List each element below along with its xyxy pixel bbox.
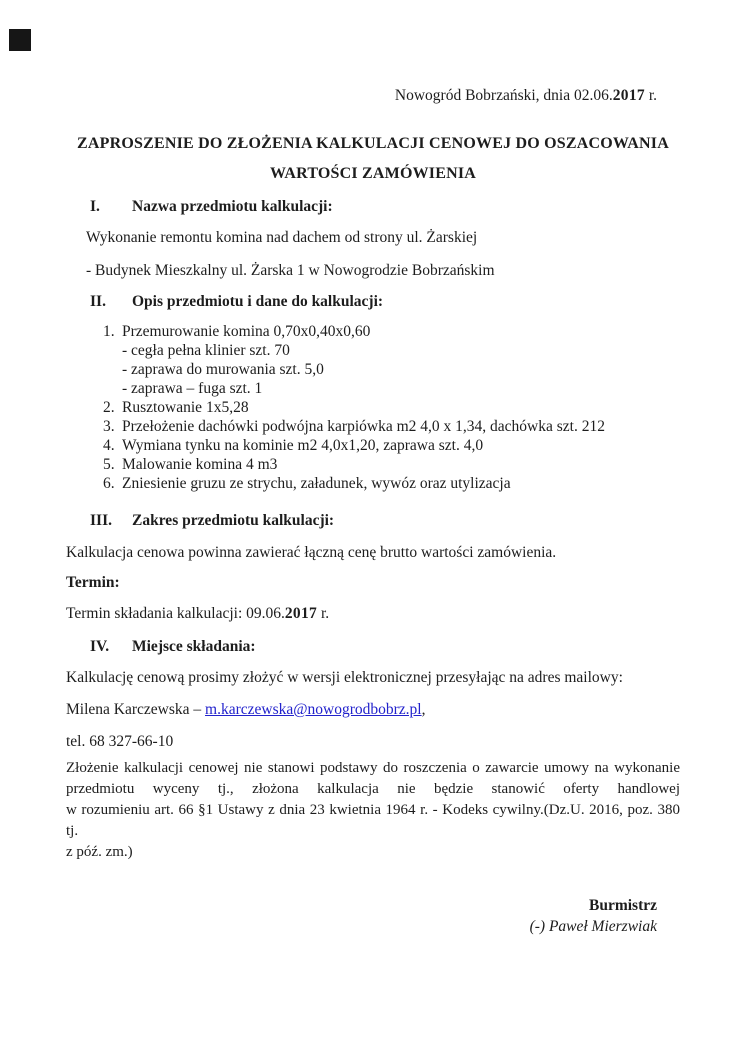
section-3-paragraph: Kalkulacja cenowa powinna zawierać łączną cenę brutto wartości zamówienia. xyxy=(66,544,557,561)
section-4-heading xyxy=(90,637,680,656)
list-item-text: Malowanie komina 4 m3 xyxy=(122,456,278,473)
list-item-text: Rusztowanie 1x5,28 xyxy=(122,399,249,416)
list-item-number: 6. xyxy=(103,475,115,492)
section-2-numeral: II. xyxy=(90,293,106,310)
section-1-heading xyxy=(90,197,680,216)
list-item xyxy=(103,436,680,455)
legal-disclaimer-line: przedmiotu wyceny tj., złożona kalkulacja nie będzie stanowić oferty handlowej xyxy=(66,781,680,797)
section-1-paragraph-2: - Budynek Mieszkalny ul. Żarska 1 w Nowogrodzie Bobrzańskim xyxy=(86,262,495,279)
list-item-text: Wymiana tynku na kominie m2 4,0x1,20, zaprawa szt. 4,0 xyxy=(122,437,484,454)
section-3-numeral: III. xyxy=(90,512,112,529)
termin-prefix: Termin składania kalkulacji: 09.06. xyxy=(66,605,285,622)
list-item xyxy=(103,455,680,474)
document-title-line2: WARTOŚCI ZAMÓWIENIA xyxy=(269,165,477,182)
section-3-heading-label: Zakres przedmiotu kalkulacji: xyxy=(132,512,335,529)
section-1-paragraph-1: Wykonanie remontu komina nad dachem od strony ul. Żarskiej xyxy=(86,229,478,246)
list-item-number: 2. xyxy=(103,399,115,416)
section-4-numeral: IV. xyxy=(90,638,110,655)
section-4-paragraph: Kalkulację cenową prosimy złożyć w wersji elektronicznej przesyłając na adres mailowy: xyxy=(66,669,623,686)
legal-disclaimer-line: z póź. zm.) xyxy=(66,844,133,860)
signature-name: (-) Paweł Mierzwiak xyxy=(529,918,657,935)
legal-disclaimer-line: w rozumieniu art. 66 §1 Ustawy z dnia 23 kwietnia 1964 r. - Kodeks cywilny.(Dz.U. 2016, poz. 380 tj. xyxy=(66,802,680,839)
legal-disclaimer-line: Złożenie kalkulacji cenowej nie stanowi podstawy do roszczenia o zawarcie umowy na wykonanie xyxy=(66,760,680,776)
legal-disclaimer xyxy=(66,758,680,863)
date-suffix: r. xyxy=(644,87,657,104)
list-item-text: Przemurowanie komina 0,70x0,40x0,60 xyxy=(122,323,371,340)
section-1-numeral: I. xyxy=(90,198,100,215)
termin-suffix: r. xyxy=(317,605,330,622)
section-4-heading-label: Miejsce składania: xyxy=(132,638,256,655)
list-subitem: - zaprawa – fuga szt. 1 xyxy=(122,380,263,397)
signature-role: Burmistrz xyxy=(588,897,657,914)
list-item-number: 1. xyxy=(103,323,115,340)
signature-block xyxy=(66,895,680,937)
list-item xyxy=(103,417,680,436)
termin-label: Termin: xyxy=(66,574,120,591)
contact-suffix: , xyxy=(421,701,426,718)
document-title-line1: ZAPROSZENIE DO ZŁOŻENIA KALKULACJI CENOWEJ DO OSZACOWANIA xyxy=(77,135,669,152)
section-2-heading xyxy=(90,292,680,311)
date-year: 2017 xyxy=(612,87,645,104)
phone-line: tel. 68 327-66-10 xyxy=(66,733,174,750)
list-item-text: Zniesienie gruzu ze strychu, załadunek, wywóz oraz utylizacja xyxy=(122,475,511,492)
list-subitem: - cegła pełna klinier szt. 70 xyxy=(122,342,290,359)
termin-year: 2017 xyxy=(284,605,318,622)
termin-line xyxy=(66,604,680,623)
section-3-heading xyxy=(90,511,680,530)
list-subitem: - zaprawa do murowania szt. 5,0 xyxy=(122,361,324,378)
calculation-items-list xyxy=(103,322,680,493)
list-item xyxy=(103,322,680,341)
contact-name: Milena Karczewska – xyxy=(66,701,206,718)
list-item-number: 3. xyxy=(103,418,115,435)
list-item-text: Przełożenie dachówki podwójna karpiówka m2 4,0 x 1,34, dachówka szt. 212 xyxy=(122,418,605,435)
date-line xyxy=(66,86,680,105)
scan-artifact-square xyxy=(9,29,31,51)
list-item-number: 4. xyxy=(103,437,115,454)
list-item xyxy=(103,398,680,417)
date-prefix: Nowogród Bobrzański, dnia 02.06. xyxy=(394,87,613,104)
document-title xyxy=(66,129,680,189)
contact-line xyxy=(66,700,680,719)
section-2-heading-label: Opis przedmiotu i dane do kalkulacji: xyxy=(132,293,384,310)
section-1-heading-label: Nazwa przedmiotu kalkulacji: xyxy=(132,198,333,215)
list-item-number: 5. xyxy=(103,456,115,473)
email-link[interactable]: m.karczewska@nowogrodbobrz.pl xyxy=(205,701,422,718)
list-item xyxy=(103,474,680,493)
